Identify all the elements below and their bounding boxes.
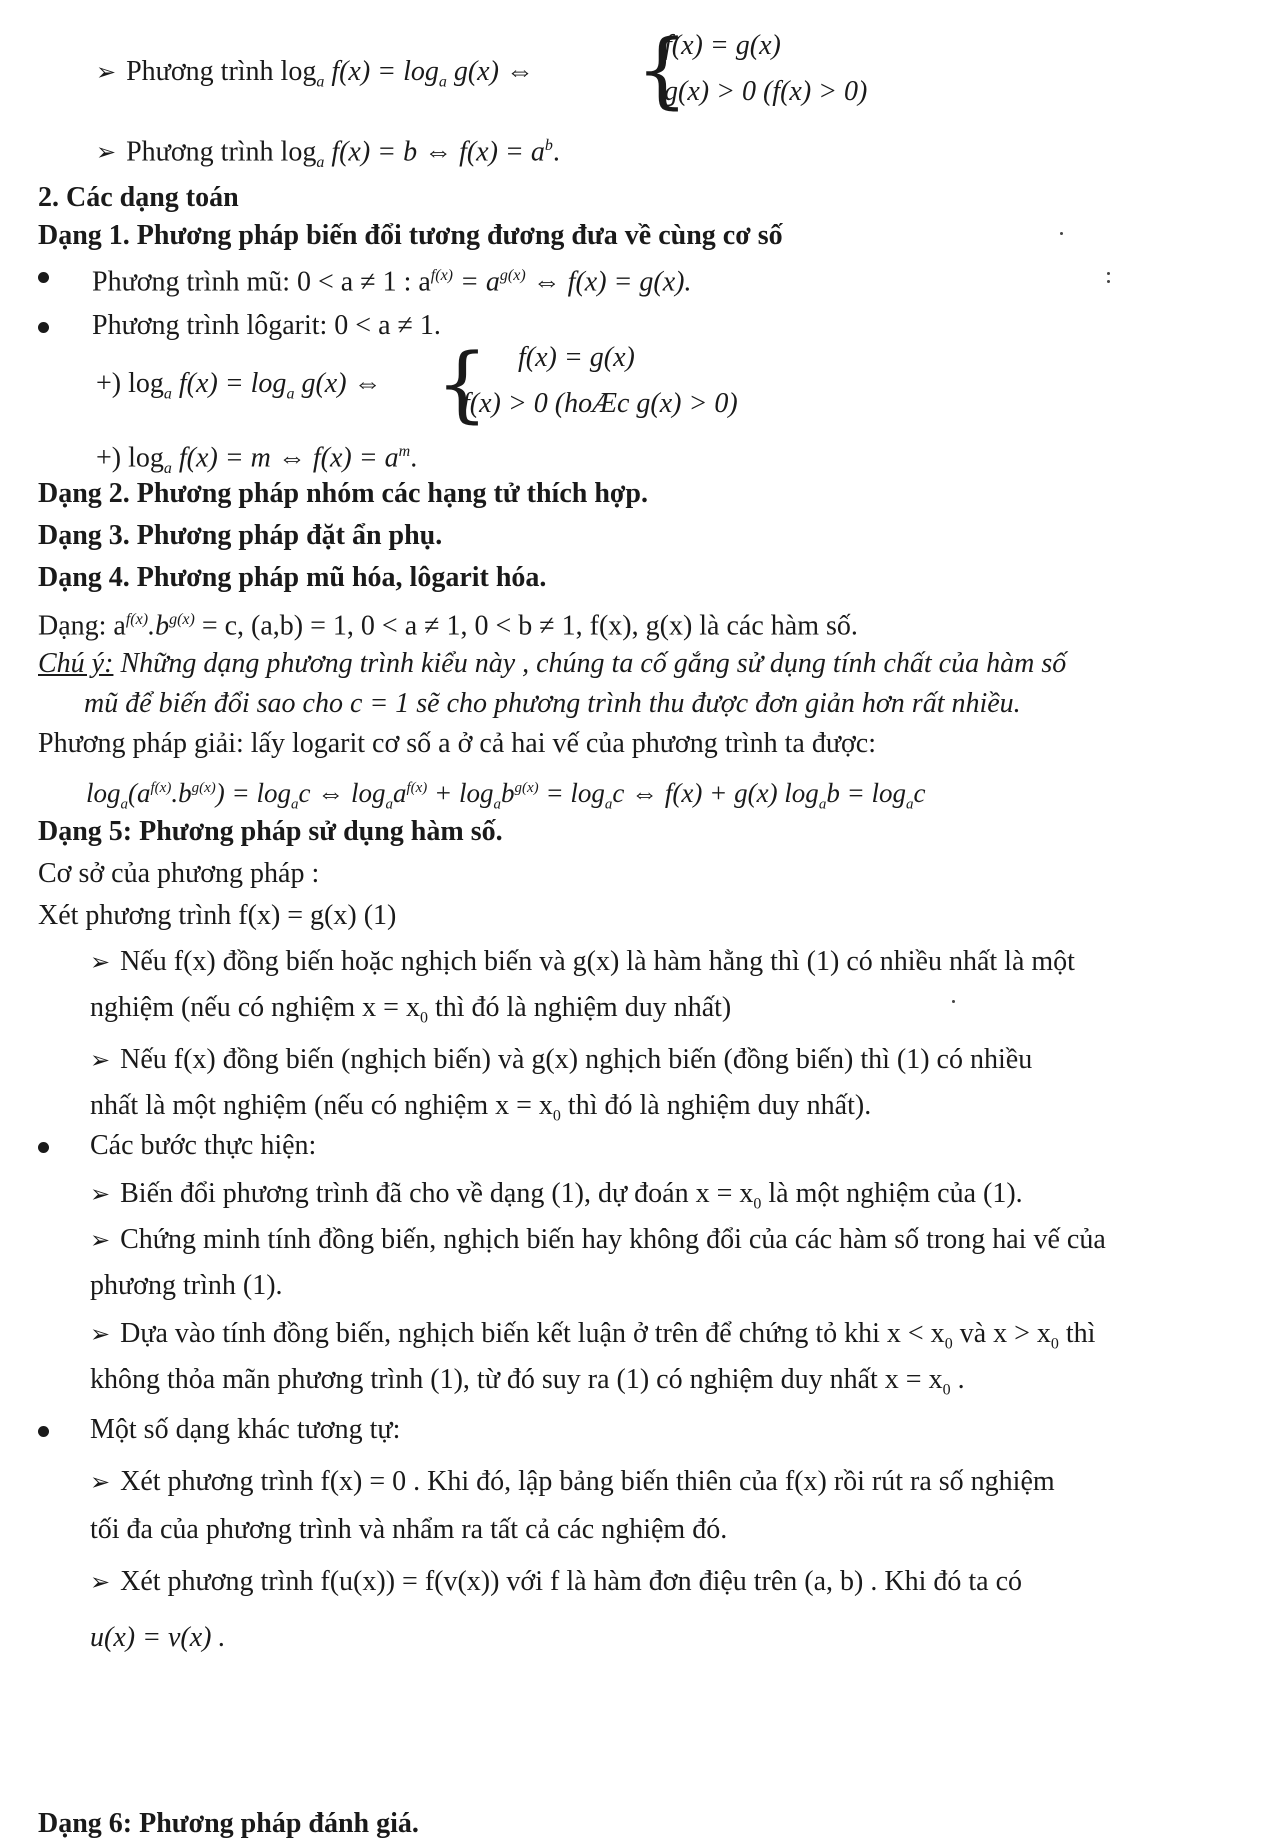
dang-5-case-2 (90, 1042, 1032, 1078)
arrow-bullet-icon: ➢ (90, 948, 111, 976)
text: c ⇔ log (298, 778, 386, 808)
text: f(x) = log (331, 56, 439, 87)
heading-dang-5: Dạng 5: Phương pháp sử dụng hàm số. (38, 816, 503, 847)
text: f(x) = b ⇔ f(x) = a (331, 136, 545, 168)
subscript: a (316, 73, 325, 91)
superscript: f(x) (406, 780, 428, 796)
text: a (392, 778, 407, 808)
scan-speck (1107, 280, 1110, 283)
scan-speck (1107, 272, 1110, 275)
brace-icon: { (436, 337, 489, 432)
line-log-equivalence (96, 54, 534, 101)
text: c ⇔ f(x) + g(x) log (612, 778, 819, 808)
text: Dựa vào tính đồng biến, nghịch biến kết luận ở trên để chứng tỏ khi x < x (120, 1318, 945, 1349)
text: thì đó là nghiệm duy nhất) (427, 992, 732, 1023)
text: thì (1058, 1318, 1096, 1349)
subscript: a (818, 796, 827, 813)
text: +) log (96, 368, 164, 399)
dang-5-case-1 (90, 944, 1075, 980)
text: ) = log (215, 778, 291, 808)
subscript: a (438, 73, 447, 91)
superscript: g(x) (169, 611, 195, 628)
arrow-bullet-icon: ➢ (90, 1468, 111, 1496)
note-label: Chú ý: (38, 648, 114, 679)
subscript: 0 (1050, 1335, 1059, 1353)
subscript: a (604, 796, 613, 813)
bullet-icon (38, 1426, 49, 1437)
superscript: f(x) (430, 267, 453, 284)
text: f(x) = log (178, 368, 287, 399)
text: .b (171, 778, 192, 808)
text: +) log (96, 442, 164, 474)
text: Biến đổi phương trình đã cho về dạng (1), dự đoán x = x (120, 1178, 754, 1209)
text: thì đó là nghiệm duy nhất). (560, 1090, 872, 1121)
subscript: a (120, 796, 129, 813)
dang-4-form (38, 602, 858, 644)
subscript: 0 (944, 1335, 953, 1353)
text: b (501, 778, 515, 808)
step-2 (90, 1222, 1106, 1258)
text: Xét phương trình f(x) = 0 . Khi đó, lập bảng biến thiên của f(x) rồi rút ra số nghiệm (120, 1466, 1055, 1497)
arrow-bullet-icon: ➢ (90, 1320, 111, 1348)
text: nhất là một nghiệm (nếu có nghiệm x = x (90, 1090, 553, 1121)
text: g(x) ⇔ (453, 56, 534, 87)
subscript: a (493, 796, 502, 813)
text: Nếu f(x) đồng biến (nghịch biến) và g(x) nghịch biến (đồng biến) thì (1) có nhiều (120, 1044, 1033, 1075)
superscript: g(x) (499, 267, 526, 284)
arrow-bullet-icon: ➢ (90, 1226, 111, 1254)
superscript: m (398, 443, 411, 460)
subscript: 0 (419, 1009, 428, 1027)
text: Xét phương trình f(u(x)) = f(v(x)) với f là hàm đơn điệu trên (a, b) . Khi đó ta có (120, 1566, 1023, 1597)
text: c (913, 778, 926, 808)
step-3 (90, 1316, 1095, 1363)
text: Phương trình mũ: 0 < a ≠ 1 : a (92, 266, 431, 298)
step-1 (90, 1176, 1023, 1223)
other-form-1 (90, 1464, 1055, 1500)
bullet-logarit: Phương trình lôgarit: 0 < a ≠ 1. (92, 310, 441, 341)
superscript: f(x) (125, 611, 149, 628)
text: + log (427, 778, 494, 808)
bullet-exponential (92, 258, 692, 300)
arrow-bullet-icon: ➢ (90, 1046, 111, 1074)
brace-icon: { (636, 23, 689, 118)
subscript: 0 (942, 1381, 951, 1399)
subscript: a (316, 153, 325, 171)
subscript: a (385, 796, 393, 813)
log-case-1 (96, 366, 382, 413)
text: b = log (826, 778, 907, 808)
subscript: a (290, 796, 299, 813)
text: = c, (a,b) = 1, 0 < a ≠ 1, 0 < b ≠ 1, f(x), g(x) là các hàm số. (194, 610, 858, 642)
other-form-2-cont: u(x) = v(x) . (90, 1622, 226, 1653)
text: log (86, 778, 121, 808)
arrow-bullet-icon: ➢ (90, 1180, 111, 1208)
subscript: 0 (552, 1107, 561, 1125)
superscript: g(x) (514, 780, 539, 796)
text: Nếu f(x) đồng biến hoặc nghịch biến và g(x) là hàm hằng thì (1) có nhiều nhất là một (120, 946, 1075, 977)
note-line-2: mũ để biến đổi sao cho c = 1 sẽ cho phương trình thu được đơn giản hơn rất nhiều. (84, 688, 1021, 719)
text: . (552, 136, 560, 168)
text: .b (148, 610, 170, 642)
heading-dang-6: Dạng 6: Phương pháp đánh giá. (38, 1808, 419, 1839)
other-form-1-cont: tối đa của phương trình và nhẩm ra tất cả các nghiệm đó. (90, 1514, 728, 1545)
text: là một nghiệm của (1). (761, 1178, 1023, 1209)
system-line-1: f(x) = g(x) (664, 30, 781, 61)
subscript: a (163, 385, 172, 403)
bullet-icon (38, 272, 49, 283)
subscript: 0 (753, 1195, 762, 1213)
system-line-2: f(x) > 0 (hoÆc g(x) > 0) (462, 388, 738, 419)
bullet-icon (38, 1142, 49, 1153)
heading-dang-1: Dạng 1. Phương pháp biến đổi tương đương đưa về cùng cơ số (38, 220, 783, 251)
text: nghiệm (nếu có nghiệm x = x (90, 992, 420, 1023)
text: Phương trình log (126, 136, 317, 168)
heading-dang-2: Dạng 2. Phương pháp nhóm các hạng tử thích hợp. (38, 478, 648, 509)
text: = a (453, 266, 500, 298)
text: (a (128, 778, 151, 808)
subscript: a (163, 459, 172, 477)
system-line-1: f(x) = g(x) (518, 342, 635, 373)
text: Chứng minh tính đồng biến, nghịch biến hay không đổi của các hàm số trong hai vế của (120, 1224, 1106, 1255)
step-2-cont: phương trình (1). (90, 1270, 283, 1301)
arrow-bullet-icon: ➢ (90, 1568, 111, 1596)
dang-5-equation: Xét phương trình f(x) = g(x) (1) (38, 900, 397, 931)
subscript: a (906, 796, 914, 813)
text: . (410, 442, 418, 474)
dang-5-basis: Cơ sở của phương pháp : (38, 858, 320, 889)
superscript: b (544, 137, 553, 154)
scan-speck (1060, 232, 1063, 235)
system-line-2: g(x) > 0 (f(x) > 0) (664, 76, 868, 107)
note-line-1 (38, 646, 1066, 682)
scan-speck (952, 1000, 955, 1003)
other-form-2 (90, 1564, 1022, 1600)
superscript: g(x) (191, 780, 216, 796)
text: và x > x (952, 1318, 1051, 1349)
superscript: f(x) (150, 780, 172, 796)
steps-heading: Các bước thực hiện: (90, 1130, 317, 1161)
dang-5-case-1-cont (90, 990, 731, 1037)
subscript: a (286, 385, 295, 403)
text: . (950, 1364, 965, 1395)
text: ⇔ f(x) = g(x). (525, 266, 692, 298)
heading-dang-3: Dạng 3. Phương pháp đặt ẩn phụ. (38, 520, 443, 551)
text: g(x) ⇔ (301, 368, 382, 399)
text: Dạng: a (38, 610, 126, 642)
text: = log (538, 778, 605, 808)
text: không thỏa mãn phương trình (1), từ đó suy ra (1) có nghiệm duy nhất x = x (90, 1364, 943, 1395)
text: f(x) = m ⇔ f(x) = a (178, 442, 399, 474)
arrow-bullet-icon: ➢ (96, 138, 117, 167)
method-solution: Phương pháp giải: lấy logarit cơ số a ở cả hai vế của phương trình ta được: (38, 728, 877, 759)
text: Phương trình log (126, 56, 317, 87)
other-forms-heading: Một số dạng khác tương tự: (90, 1414, 401, 1445)
arrow-bullet-icon: ➢ (96, 58, 117, 86)
text: Những dạng phương trình kiểu này , chúng ta cố gắng sử dụng tính chất của hàm số (113, 648, 1067, 679)
heading-dang-4: Dạng 4. Phương pháp mũ hóa, lôgarit hóa. (38, 562, 547, 593)
heading-2: 2. Các dạng toán (38, 182, 239, 213)
bullet-icon (38, 322, 49, 333)
step-3-cont (90, 1362, 965, 1409)
line-log-b (96, 128, 560, 181)
